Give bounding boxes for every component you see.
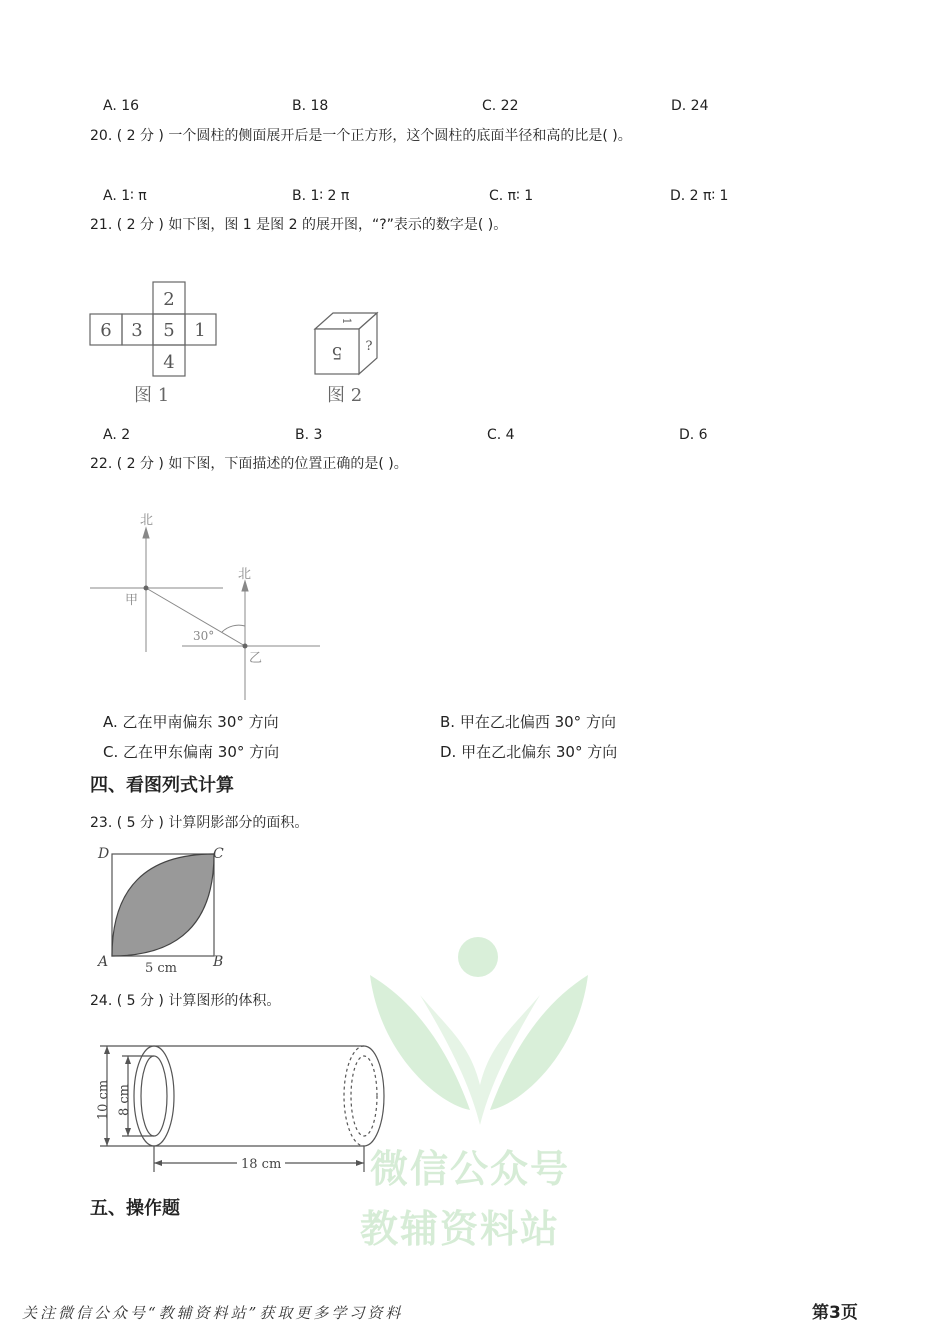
section-4-title: 四、看图列式计算 [90,775,234,796]
q21-figure-cube [312,310,382,380]
watermark-logo [360,935,600,1135]
q20-option-a: A. 1∶ π [103,188,147,204]
watermark-line1: 微信公众号 [370,1147,571,1191]
label-c: C [213,846,224,862]
north-label-2: 北 [238,567,252,582]
q19-option-a: A. 16 [103,98,140,114]
q19-option-b: B. 18 [292,98,329,114]
point-b-label: 乙 [249,651,263,666]
net-row-3: 5 [163,320,175,341]
q21-stem: 21. ( 2 分 ) 如下图，图 1 是图 2 的展开图，“?”表示的数字是( )。 [90,217,508,233]
label-b: B [213,954,224,970]
outer-diameter-label: 10 cm [96,1079,111,1121]
q20-stem: 20. ( 2 分 ) 一个圆柱的侧面展开后是一个正方形，这个圆柱的底面半径和高的比是( )。 [90,128,632,144]
point-a-label: 甲 [125,593,139,608]
section-5-title: 五、操作题 [90,1198,180,1219]
q20-option-b: B. 1∶ 2 π [292,188,350,204]
q20-option-c: C. π∶ 1 [489,188,534,204]
q19-option-c: C. 22 [482,98,519,114]
q21-option-c: C. 4 [487,427,515,443]
q23-stem: 23. ( 5 分 ) 计算阴影部分的面积。 [90,815,309,831]
q21-option-d: D. 6 [679,427,708,443]
q19-option-d: D. 24 [671,98,709,114]
cube-top-number: 1 [340,317,353,325]
q21-option-b: B. 3 [295,427,323,443]
q22-option-d: D. 甲在乙北偏东 30° 方向 [440,743,618,761]
inner-diameter-label: 8 cm [117,1083,132,1117]
net-row-2: 3 [131,320,143,341]
side-length-label: 5 cm [145,961,178,976]
q24-stem: 24. ( 5 分 ) 计算图形的体积。 [90,993,281,1009]
net-row-1: 6 [100,320,112,341]
q22-figure [90,510,330,705]
q20-option-d: D. 2 π∶ 1 [670,188,729,204]
q23-figure [95,842,230,977]
q21-fig2-label: 图 2 [327,385,363,406]
q21-fig1-label: 图 1 [134,385,170,406]
q22-stem: 22. ( 2 分 ) 如下图，下面描述的位置正确的是( )。 [90,456,408,472]
watermark-line2: 教辅资料站 [360,1207,561,1251]
length-label: 18 cm [241,1157,282,1172]
label-a: A [98,954,109,970]
page-number: 第3页 [812,1303,858,1323]
label-d: D [98,846,110,862]
q22-option-c: C. 乙在甲东偏南 30° 方向 [103,743,280,761]
cube-front-number: 5 [331,342,343,362]
q21-option-a: A. 2 [103,427,131,443]
north-label-1: 北 [140,513,154,528]
footer-note: 关注微信公众号“教辅资料站”获取更多学习资料 [22,1304,404,1322]
net-row-4: 1 [194,320,206,341]
net-bottom-number: 4 [163,352,175,373]
q22-option-a: A. 乙在甲南偏东 30° 方向 [103,713,279,731]
q22-option-b: B. 甲在乙北偏西 30° 方向 [440,713,616,731]
net-top-number: 2 [163,289,175,310]
cube-side-mark: ? [365,339,373,354]
angle-label: 30° [193,629,215,643]
q24-figure [95,1022,395,1177]
